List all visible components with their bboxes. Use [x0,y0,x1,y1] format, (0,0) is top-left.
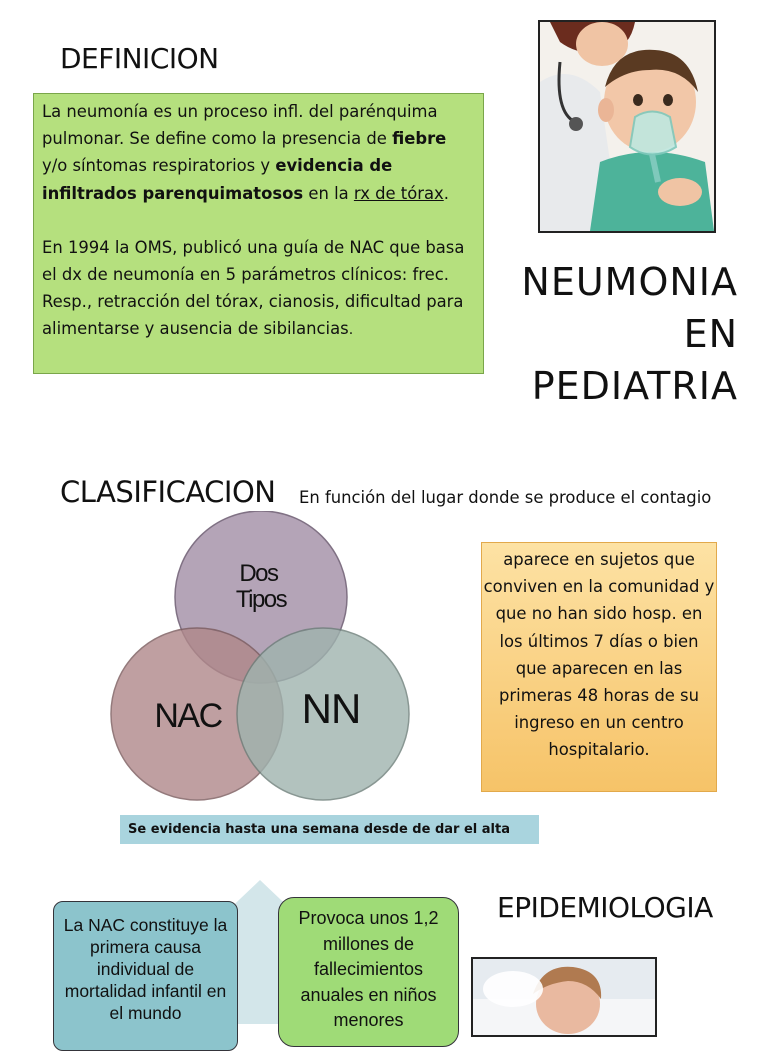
text-segment: . [443,183,449,203]
definition-paragraph-1 [42,98,475,207]
photo-illustration [540,22,714,231]
clasificacion-heading: CLASIFICACION [60,475,276,509]
main-title-line-2: EN [683,312,738,356]
definition-box [33,93,484,374]
text-segment: La neumonía es un proceso infl. del parénquima pulmonar. Se define como la presencia de [42,102,438,149]
main-title [521,256,738,412]
venn-label-left: NAC [154,697,222,735]
text-segment: . [348,322,354,339]
venn-diagram [105,511,415,806]
venn-label-right: NN [301,685,361,732]
main-title-line-3: PEDIATRIA [531,364,738,408]
clasificacion-subtitle: En función del lugar donde se produce el contagio [299,488,712,507]
nac-description-box: aparece en sujetos que conviven en la comunidad y que no han sido hosp. en los últimos 7 días o bien que aparecen en las primeras 48 horas de su ingreso en un centro hospitalario. [481,542,717,792]
text-segment: En 1994 la OMS, publicó una guía de NAC que basa el dx de neumonía en 5 parámetros clínicos: frec. Resp., retracción del tórax, cianosis, dificultad para alimentarse y ausencia de sibilancias [42,237,465,339]
nn-note-strip: Se evidencia hasta una semana desde de dar el alta [120,815,539,844]
definicion-heading: DEFINICION [60,42,219,75]
text-segment: y/o síntomas respiratorios y [42,156,276,176]
epidemiology-box-1: La NAC constituye la primera causa individual de mortalidad infantil en el mundo [53,901,238,1051]
venn-label-top: Dos Tipos [235,560,287,613]
underlined-text: rx de tórax [353,183,444,203]
bold-text: evidencia de infiltrados parenquimatosos [42,156,393,203]
main-title-line-1: NEUMONIA [521,260,738,304]
epidemiologia-heading: EPIDEMIOLOGIA [497,891,713,924]
sick-child-in-bed-photo [471,957,657,1037]
bold-text: fiebre [392,129,447,149]
epidemiology-box-2: Provoca unos 1,2 millones de fallecimientos anuales en niños menores [278,897,459,1047]
definition-paragraph-2 [42,234,475,345]
child-with-oxygen-mask-photo [538,20,716,233]
text-segment: en la [303,183,354,203]
